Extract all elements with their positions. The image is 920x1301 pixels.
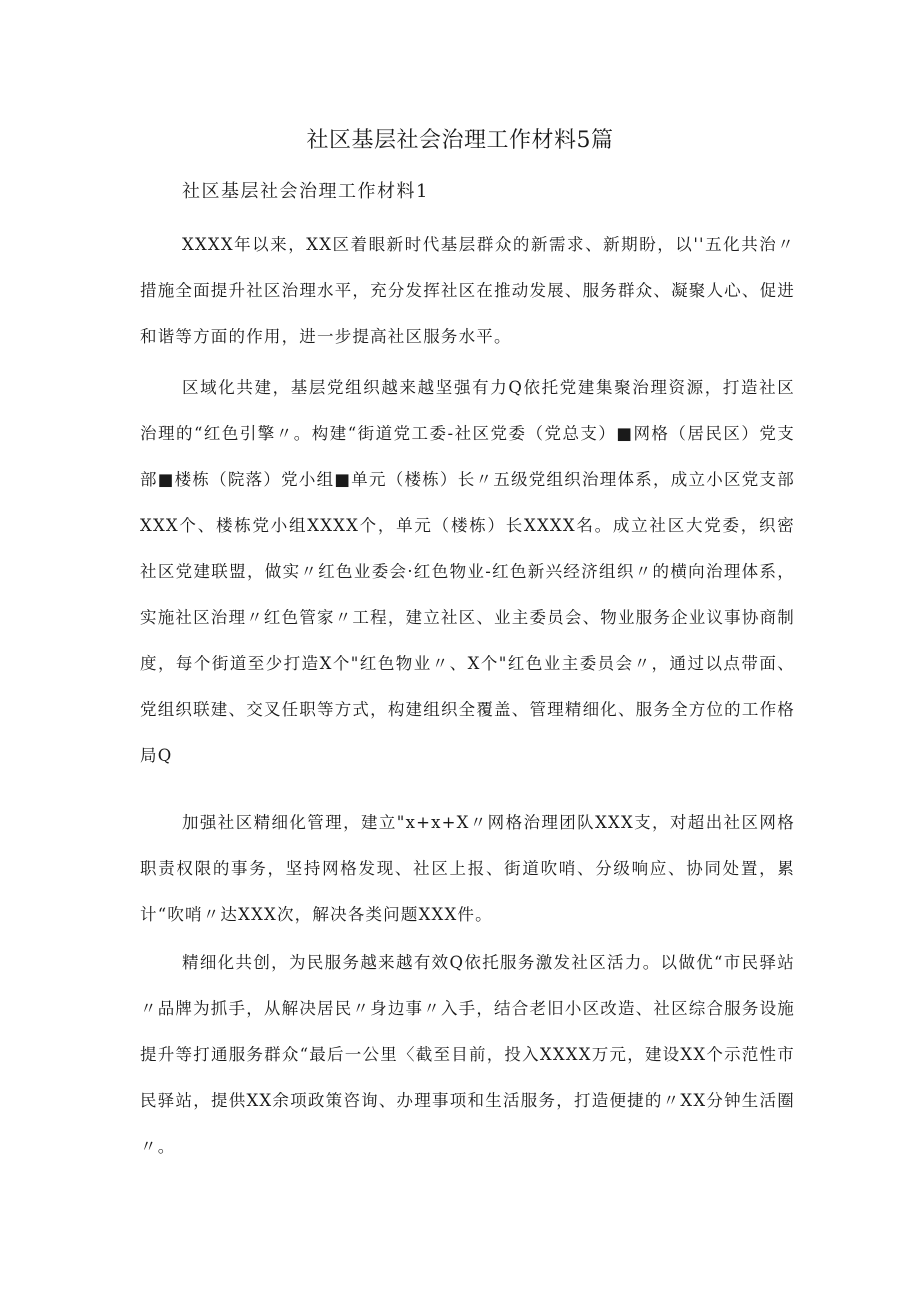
paragraph-intro: XXXX年以来，XX区着眼新时代基层群众的新需求、新期盼，以''五化共治〃措施全面提升社区治理水平，充分发挥社区在推动发展、服务群众、凝聚人心、促进和谐等方面的作用，进一步提高社区服务水平。: [140, 235, 795, 346]
paragraph-refined-co-creation: 精细化共创，为民服务越来越有效Q依托服务激发社区活力。以做优“市民驿站〃品牌为抓手，从解决居民〃身边事〃入手，结合老旧小区改造、社区综合服务设施提升等打通服务群众“最后一公里〈截至目前，投入XXXX万元，建设XX个示范性市民驿站，提供XX余项政策咨询、办理事项和生活服务，打造便捷的〃XX分钟生活圈〃。: [140, 953, 795, 1156]
paragraph-refined-management: 加强社区精细化管理，建立"x+x+X〃网格治理团队XXX支，对超出社区网格职责权限的事务，坚持网格发现、社区上报、街道吹哨、分级响应、协同处置，累计“吹哨〃达XXX次，解决各类问题XXX件。: [140, 813, 795, 924]
section-title: 社区基层社会治理工作材料1: [182, 181, 429, 202]
paragraph-regional-co-construction: 区域化共建，基层党组织越来越坚强有力Q依托党建集聚治理资源，打造社区治理的“红色引擎〃。构建“街道党工委-社区党委（党总支）■网格（居民区）党支部■楼栋（院落）党小组■单元（楼栋）长〃五级党组织治理体系，成立小区党支部XXX个、楼栋党小组XXXX个，单元（楼栋）长XXXX名。成立社区大党委，织密社区党建联盟，做实〃红色业委会·红色物业-红色新兴经济组织〃的横向治理体系，实施社区治理〃红色管家〃工程，建立社区、业主委员会、物业服务企业议事协商制度，每个街道至少打造X个"红色物业〃、X个"红色业主委员会〃，通过以点带面、党组织联建、交叉任职等方式，构建组织全覆盖、管理精细化、服务全方位的工作格局Q: [140, 378, 795, 765]
document-title: 社区基层社会治理工作材料5篇: [306, 128, 614, 153]
